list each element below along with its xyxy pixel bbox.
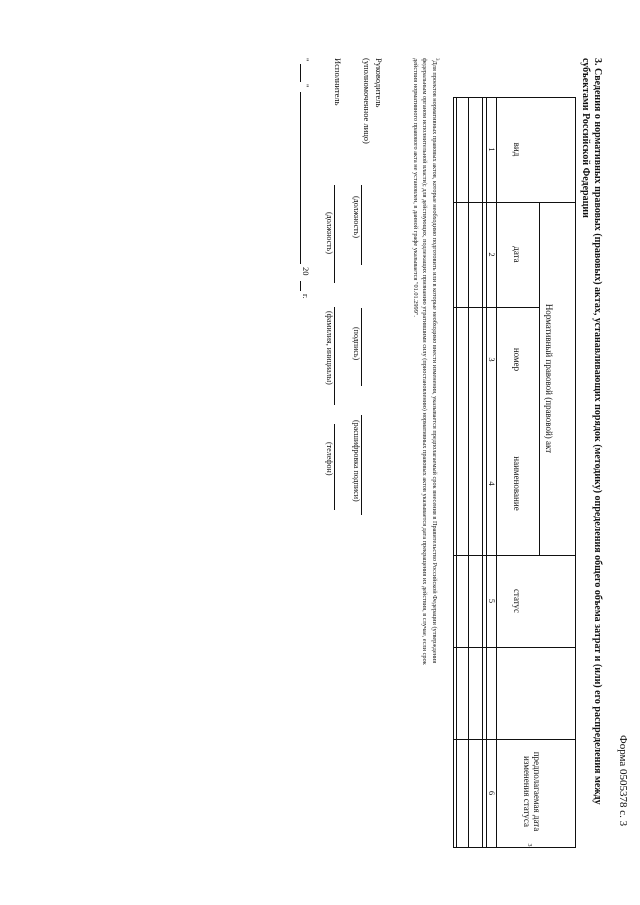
column-number-4: 4: [487, 481, 497, 486]
date-year-prefix: 20: [301, 267, 311, 276]
head-signature-caption: (подпись): [352, 327, 361, 361]
column-header-status: статус: [512, 588, 522, 614]
footnote-line-1: $^3$Для проектов нормативных правовых актов, которые необходимо подготовить или в которые необходимо внести изменения, указывается предполагаемый срок внесения в Правительство Российской Федерации (утверждения: [430, 58, 439, 664]
date-year-suffix: г.: [301, 294, 311, 299]
head-position-caption: (должность): [352, 196, 361, 238]
group-header: Нормативный правовой (правовой) акт: [544, 303, 554, 454]
footnote-ref: 3: [526, 843, 532, 847]
executor-name-caption: (фамилия, инициалы): [325, 311, 334, 385]
column-header-expected-date-label: предполагаемая дата изменения статуса: [522, 751, 542, 832]
executor-name-line: [334, 307, 335, 405]
head-position-line: [361, 185, 362, 265]
executor-label: Исполнитель: [333, 58, 343, 106]
form-label: Форма 0505378 с. 3: [617, 735, 629, 827]
footnote-line-2: федеральным органом исполнительной власти); для действующих, подлежащих признанию утратившими силу (приостановлению) нормативных правовых актов указывается дата прекращения их действия, в случае, если срок: [421, 58, 429, 665]
date-close-quote: ": [301, 84, 311, 88]
date-day-line: [300, 64, 301, 82]
executor-phone-caption: (телефон): [325, 442, 334, 476]
section-title: 3. Сведения о нормативных правовых (правовых) актах, устанавливающих порядок (методику) определения общего объема затрат и (или) его распределения между субъектами Российской Федерации: [580, 58, 603, 805]
date-month-line: [300, 92, 301, 264]
footnote-mark: 3: [434, 58, 439, 61]
column-number-6: 6: [487, 790, 497, 796]
head-signature-line: [361, 308, 362, 386]
column-number-5: 5: [487, 598, 497, 604]
executor-position-caption: (должность): [325, 212, 334, 254]
column-number-2: 2: [487, 252, 497, 257]
executor-position-line: [334, 185, 335, 283]
column-number-1: 1: [487, 147, 497, 152]
column-header-number: номер: [512, 347, 522, 372]
executor-phone-line: [334, 424, 335, 510]
column-number-3: 3: [487, 357, 497, 362]
head-decoding-line: [361, 415, 362, 515]
head-label-sub: (уполномоченное лицо): [362, 58, 372, 144]
head-label: Руководитель: [374, 58, 384, 108]
column-header-date: дата: [512, 246, 522, 263]
column-header-name: наименование: [512, 456, 522, 511]
column-header-kind: вид: [512, 142, 522, 157]
date-open-quote: ": [301, 58, 311, 62]
footnote-line-3: действия нормативного правового акта не установлен, в данной графе указывается "01.01.2999".: [411, 58, 419, 317]
head-decoding-caption: (расшифровка подписи): [352, 420, 361, 502]
date-year-line: [300, 281, 301, 291]
